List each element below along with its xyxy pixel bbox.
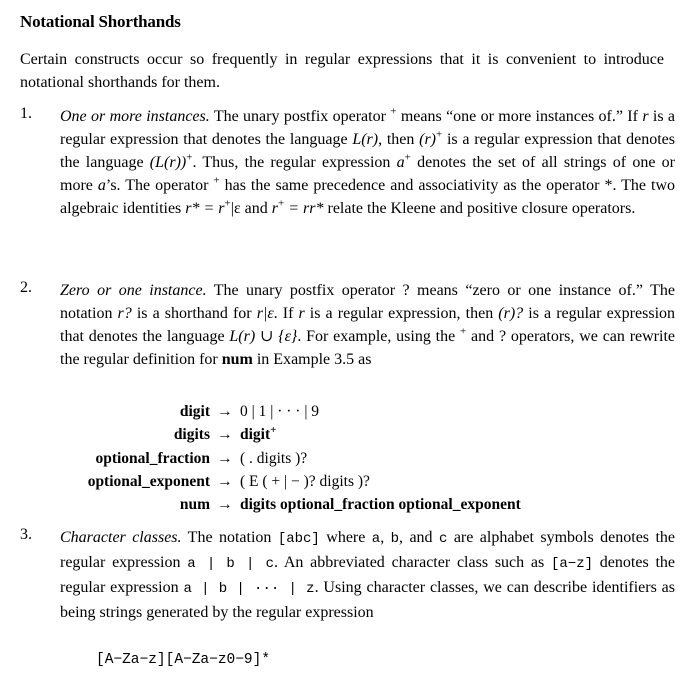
plus-superscript: +: [224, 197, 231, 210]
list-item-one-or-more: [20, 105, 675, 220]
num-keyword: num: [221, 351, 253, 368]
code-abc: [abc]: [277, 531, 320, 547]
math-identity-1: r* = r: [185, 200, 225, 217]
definition-name: digits: [173, 426, 210, 444]
math-L-r: L(r): [352, 131, 379, 148]
math-r-paren: (r): [419, 131, 436, 148]
item-number: 3.: [20, 526, 32, 543]
text: and: [240, 200, 272, 217]
definition-name: num: [179, 496, 210, 514]
text: The unary postfix operator: [209, 108, 391, 125]
plus-superscript: +: [404, 151, 411, 164]
item-title: Zero or one instance.: [60, 282, 207, 299]
text: . An abbreviated character class such as: [273, 554, 552, 571]
math-L-union: L(r) ∪ {ε}: [229, 328, 298, 345]
definition-row: [60, 493, 660, 516]
definition-name: optional_exponent: [87, 472, 210, 490]
text: where: [319, 529, 372, 546]
text: . If: [273, 305, 299, 322]
text: . Using character classes, we can describe identifiers as being strings generated by the regular expression: [60, 579, 675, 621]
definition-row: [60, 400, 660, 423]
plus-superscript: +: [278, 197, 285, 210]
text: is a regular expression that denotes the language: [60, 108, 676, 148]
list-item-zero-or-one: [20, 279, 675, 371]
math-identity-2: r: [271, 200, 279, 217]
definition-row: [60, 447, 660, 470]
plus-superscript: +: [213, 174, 220, 187]
item-number: 2.: [20, 279, 32, 296]
text: ’s. The operator: [105, 177, 214, 194]
math-r-paren-question: (r)?: [498, 305, 524, 322]
definition-body: ( E ( + | − )? digits )?: [240, 472, 370, 490]
item-body: [60, 105, 675, 220]
section-heading: Notational Shorthands: [20, 12, 181, 31]
text: is a regular expression, then: [304, 305, 499, 322]
math-r-or-eps: r|ε: [256, 305, 274, 322]
math-r: r: [298, 305, 305, 322]
definition-body: ( . digits )?: [240, 449, 308, 467]
definition-body: [240, 423, 276, 446]
text: The notation: [181, 529, 278, 546]
math-a: a: [97, 177, 106, 194]
math-r-question: r?: [117, 305, 132, 322]
code-a-z: [a−z]: [551, 556, 594, 572]
text: ,: [380, 529, 391, 546]
text: means “one or more instances of.” If: [396, 108, 643, 125]
definition-name: digit: [179, 403, 210, 420]
text: , and: [399, 529, 439, 546]
definition-body: digits optional_fraction optional_exponent: [240, 496, 521, 514]
plus-superscript: +: [436, 128, 443, 141]
arrow-icon: →: [217, 496, 233, 514]
math-a: a: [396, 154, 405, 171]
regular-definitions: [60, 400, 660, 516]
text: denotes the set of all strings of one or more: [60, 154, 675, 194]
math-r: r: [642, 108, 649, 125]
code-a: a: [371, 531, 381, 547]
text: . For example, using the: [297, 328, 461, 345]
text: , then: [378, 131, 420, 148]
item-body: [60, 526, 675, 624]
code-a-to-z: a | b | ··· | z: [183, 581, 315, 597]
arrow-icon: →: [217, 426, 233, 444]
text: are alphabet symbols denotes the regular expression: [60, 529, 675, 571]
text: in Example 3.5 as: [252, 351, 372, 368]
math-L-r-paren: (L(r)): [149, 154, 187, 171]
list-item-character-classes: [20, 526, 675, 624]
text: has the same precedence and associativity as the operator *. The two algebraic identities: [60, 177, 676, 217]
code-a-or-b-or-c: a | b | c: [187, 556, 274, 572]
plus-superscript: +: [186, 151, 193, 164]
item-body: [60, 279, 675, 371]
text: and ? operators, we can rewrite the regular definition for: [60, 328, 676, 368]
definition-body: 0 | 1 | · · · | 9: [240, 403, 320, 420]
text: is a shorthand for: [131, 305, 257, 322]
text: . Thus, the regular expression: [192, 154, 397, 171]
definition-name: optional_fraction: [95, 449, 210, 467]
arrow-icon: →: [217, 449, 233, 467]
intro-paragraph: Certain constructs occur so frequently in regular expressions that it is convenient to introduce notational shorthands for them.: [20, 51, 664, 91]
item-number: 1.: [20, 105, 32, 122]
code-c: c: [438, 531, 448, 547]
text: relate the Kleene and positive closure operators.: [323, 200, 636, 217]
item-title: Character classes.: [60, 529, 182, 546]
definition-row: [60, 470, 660, 493]
plus-superscript: +: [460, 325, 467, 338]
item-title: One or more instances.: [60, 108, 210, 125]
plus-superscript: +: [390, 105, 397, 118]
text: is a regular expression that denotes the language: [60, 131, 675, 171]
code-b: b: [390, 531, 400, 547]
arrow-icon: →: [217, 472, 233, 490]
arrow-icon: →: [217, 403, 233, 420]
identifier-regex: [A−Za−z][A−Za−z0−9]*: [96, 652, 271, 668]
plus-superscript: +: [270, 424, 277, 437]
definition-body-text: digit: [240, 426, 271, 444]
math-identity-1-tail: |ε: [230, 200, 241, 217]
text: denotes the regular expression: [60, 554, 675, 596]
definition-row: [60, 423, 660, 446]
text: The unary postfix operator ? means “zero or one instance of.” The notation: [60, 282, 675, 322]
math-identity-2-tail: = rr*: [284, 200, 324, 217]
text: is a regular expression that denotes the language: [60, 305, 676, 345]
